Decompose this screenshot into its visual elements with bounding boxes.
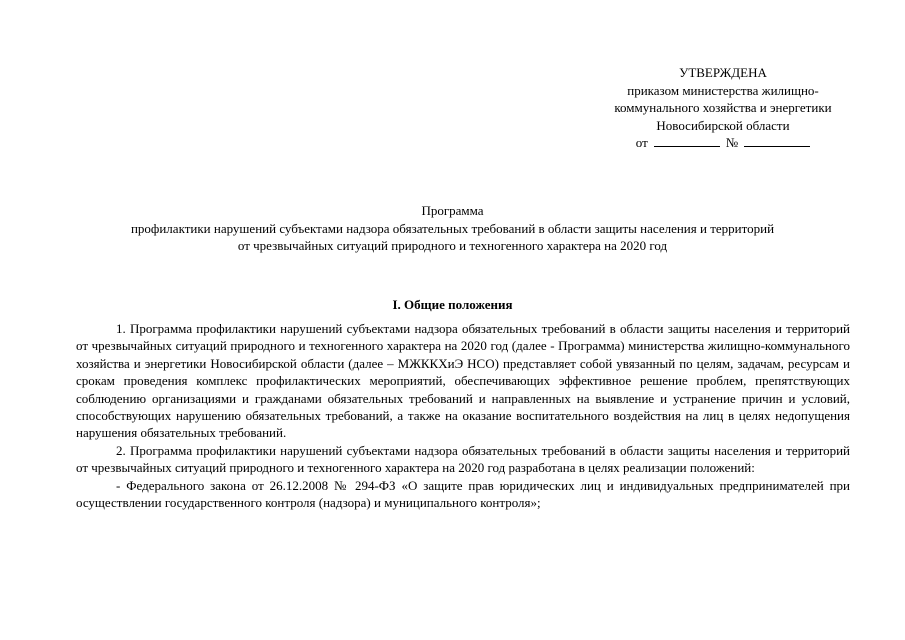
program-title-word: Программа: [421, 203, 484, 218]
number-sign: №: [725, 135, 739, 150]
date-prefix: от: [635, 135, 648, 150]
program-title-line-2: профилактики нарушений субъектами надзора обязательных требований в области защиты населения и территорий: [130, 220, 775, 236]
program-title: [60, 202, 845, 255]
section-heading: I. Общие положения: [392, 297, 513, 312]
approval-heading: УТВЕРЖДЕНА: [679, 65, 767, 80]
approval-date-number-line: [592, 134, 854, 152]
date-blank: [654, 134, 720, 147]
approval-stamp: [592, 64, 854, 152]
body-text: [76, 320, 850, 511]
approval-line-region: Новосибирской области: [656, 117, 790, 133]
number-blank: [744, 134, 810, 147]
paragraph-2: 2. Программа профилактики нарушений субъектами надзора обязательных требований в области защиты населения и территорий от чрезвычайных ситуаций природного и техногенного характера на 2020 год разработана в целях реализации положений:: [76, 442, 850, 476]
paragraph-1: 1. Программа профилактики нарушений субъектами надзора обязательных требований в области защиты населения и территорий от чрезвычайных ситуаций природного и техногенного характера на 2020 год (далее - Программа) министерства жилищно-коммунального хозяйства и энергетики Новосибирской области (далее – МЖККХиЭ НСО) представляет собой увязанный по целям, задачам, ресурсам и срокам проведения комплекс профилактических мероприятий, обеспечивающих эффективное решение проблем, препятствующих соблюдению организациями и гражданами обязательных требований и направленных на выявление и устранение причин и условий, способствующих нарушению обязательных требований, а также на оказание воспитательного воздействия на лиц в целях недопущения нарушения обязательных требований.: [76, 321, 850, 441]
program-title-line-3: от чрезвычайных ситуаций природного и техногенного характера на 2020 год: [237, 238, 668, 253]
approval-line-ministry: коммунального хозяйства и энергетики: [614, 100, 832, 115]
approval-line-order: приказом министерства жилищно-: [627, 82, 819, 98]
paragraph-3-law-item: - Федерального закона от 26.12.2008 № 294-ФЗ «О защите прав юридических лиц и индивидуальных предпринимателей при осуществлении государственного контроля (надзора) и муниципального контроля»;: [76, 477, 850, 511]
